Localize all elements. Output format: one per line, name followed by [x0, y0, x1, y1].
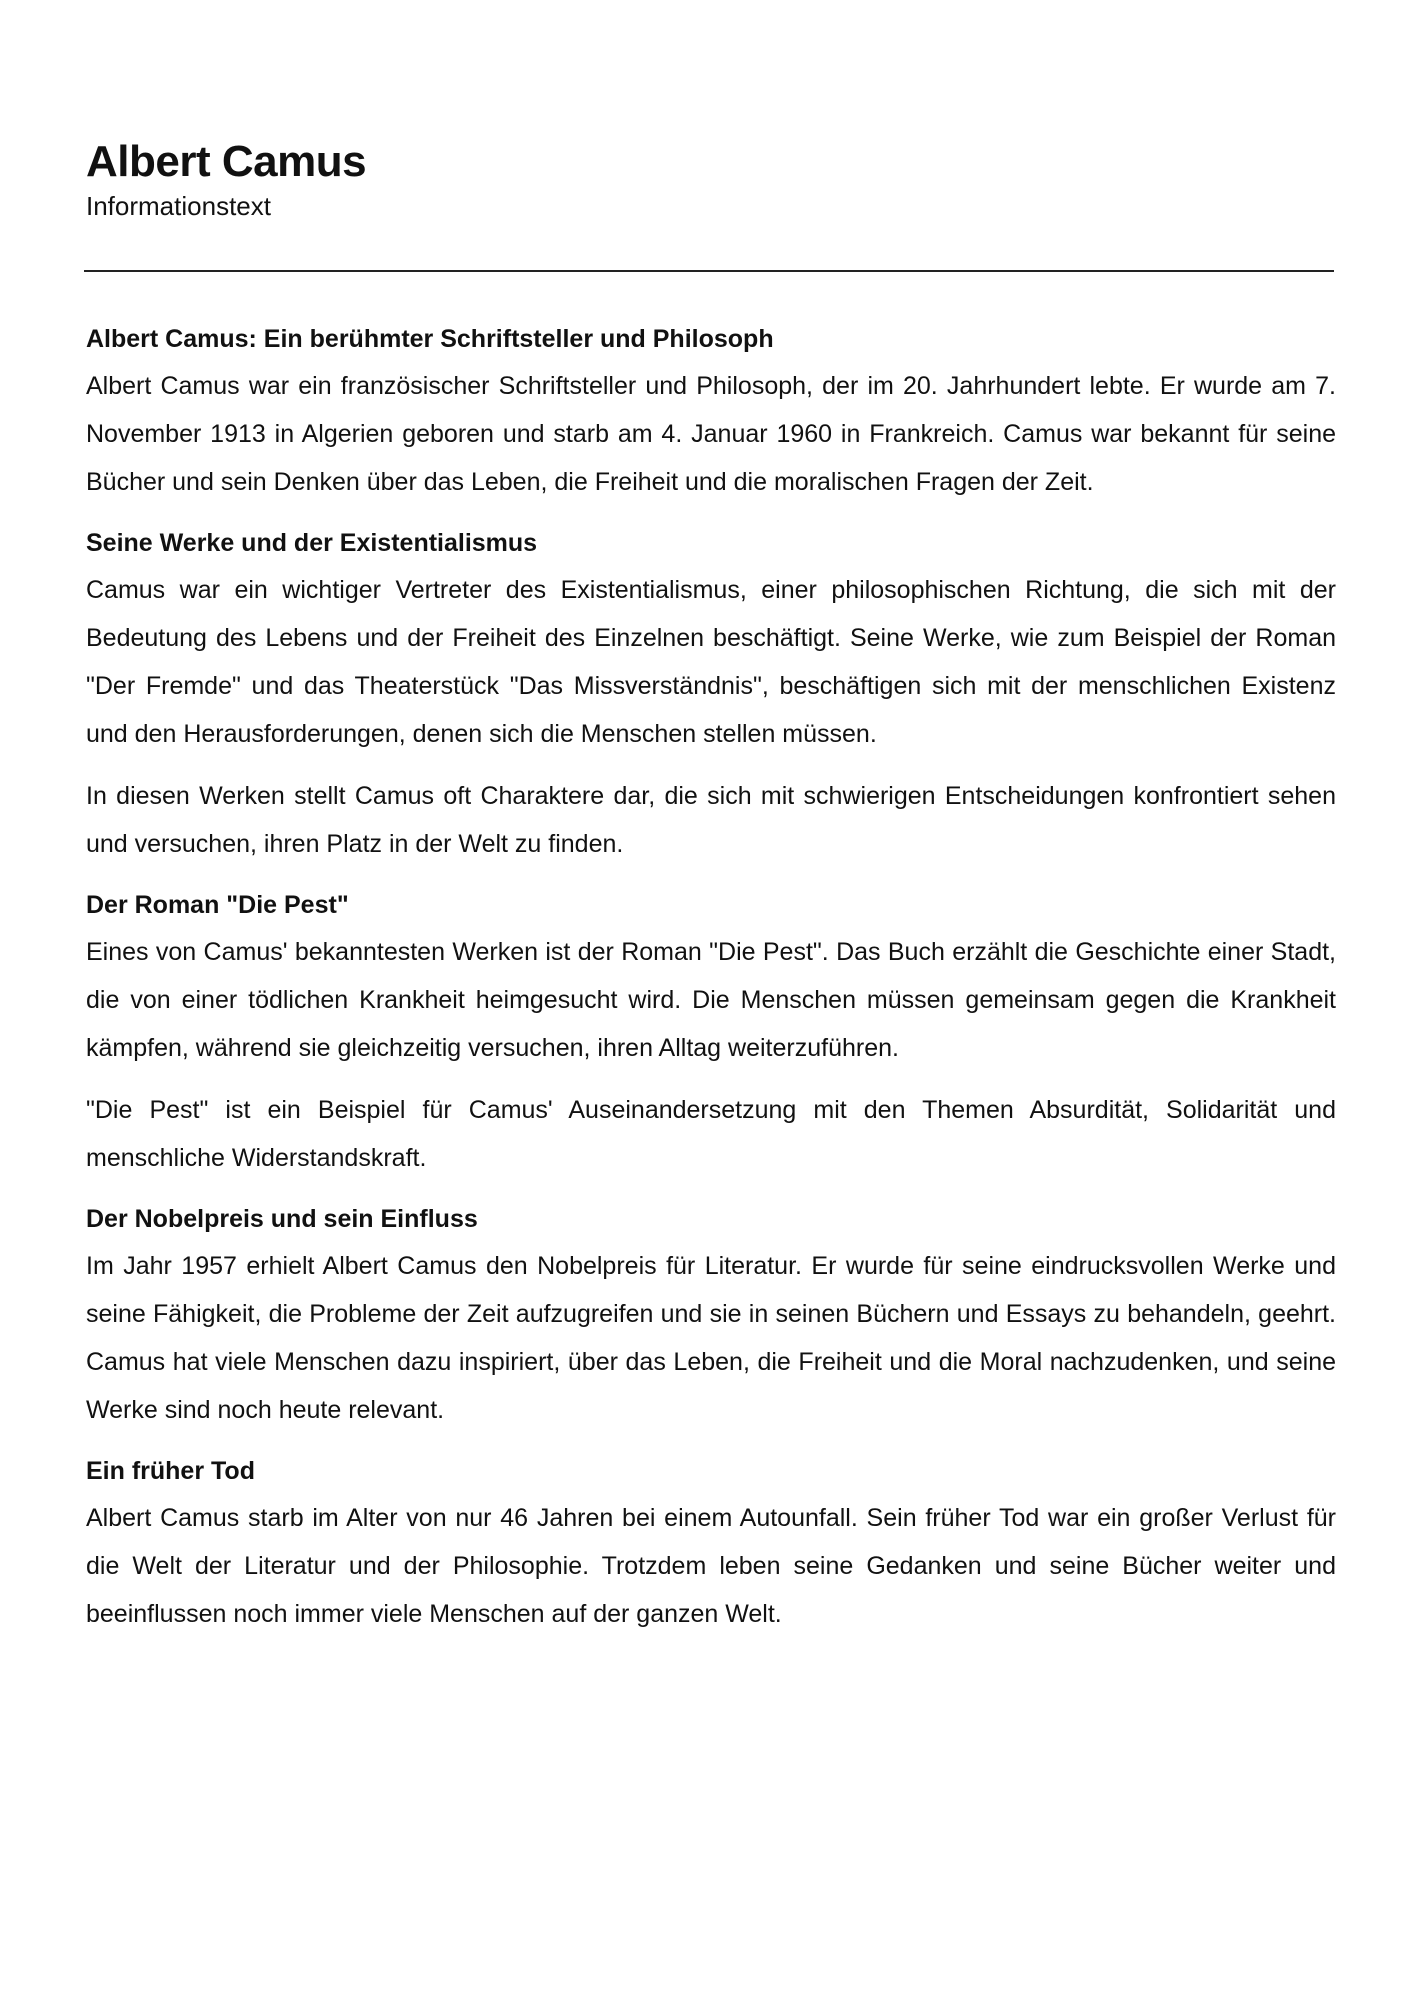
section-die-pest: [86, 882, 1336, 1182]
section-works-existentialism: [86, 520, 1336, 868]
document-page: [86, 0, 1336, 2000]
document-subtitle: Informationstext: [86, 191, 271, 221]
paragraph: Albert Camus war ein französischer Schriftsteller und Philosoph, der im 20. Jahrhundert lebte. Er wurde am 7. November 1913 in Algerien geboren und starb am 4. Januar 1960 in Frankreich. Camus war bekannt für seine Bücher und sein Denken über das Leben, die Freiheit und die moralischen Fragen der Zeit.: [86, 372, 1336, 496]
paragraph: "Die Pest" ist ein Beispiel für Camus' Auseinandersetzung mit den Themen Absurdität, Solidarität und menschliche Widerstandskraft.: [86, 1096, 1336, 1172]
section-early-death: [86, 1448, 1336, 1638]
paragraph: Eines von Camus' bekanntesten Werken ist der Roman "Die Pest". Das Buch erzählt die Geschichte einer Stadt, die von einer tödlichen Krankheit heimgesucht wird. Die Menschen müssen gemeinsam gegen die Krankheit kämpfen, während sie gleichzeitig versuchen, ihren Alltag weiterzuführen.: [86, 938, 1336, 1062]
section-heading: Ein früher Tod: [86, 1457, 255, 1485]
section-heading: Der Nobelpreis und sein Einfluss: [86, 1205, 478, 1233]
paragraph: Camus war ein wichtiger Vertreter des Existentialismus, einer philosophischen Richtung, die sich mit der Bedeutung des Lebens und der Freiheit des Einzelnen beschäftigt. Seine Werke, wie zum Beispiel der Roman "Der Fremde" und das Theaterstück "Das Missverständnis", beschäftigen sich mit der menschlichen Existenz und den Herausforderungen, denen sich die Menschen stellen müssen.: [86, 576, 1336, 748]
document-title: Albert Camus: [86, 137, 367, 186]
paragraph: In diesen Werken stellt Camus oft Charaktere dar, die sich mit schwierigen Entscheidungen konfrontiert sehen und versuchen, ihren Platz in der Welt zu finden.: [86, 782, 1336, 858]
section-heading: Seine Werke und der Existentialismus: [86, 529, 538, 557]
section-nobel-prize: [86, 1196, 1336, 1434]
paragraph: Im Jahr 1957 erhielt Albert Camus den Nobelpreis für Literatur. Er wurde für seine eindrucksvollen Werke und seine Fähigkeit, die Probleme der Zeit aufzugreifen und sie in seinen Büchern und Essays zu behandeln, geehrt. Camus hat viele Menschen dazu inspiriert, über das Leben, die Freiheit und die Moral nachzudenken, und seine Werke sind noch heute relevant.: [86, 1252, 1336, 1424]
section-heading: Der Roman "Die Pest": [86, 891, 349, 919]
section-heading: Albert Camus: Ein berühmter Schriftsteller und Philosoph: [86, 325, 774, 353]
document-body: [86, 316, 1336, 1652]
section-biography: [86, 316, 1336, 506]
paragraph: Albert Camus starb im Alter von nur 46 Jahren bei einem Autounfall. Sein früher Tod war ein großer Verlust für die Welt der Literatur und der Philosophie. Trotzdem leben seine Gedanken und seine Bücher weiter und beeinflussen noch immer viele Menschen auf der ganzen Welt.: [86, 1504, 1336, 1628]
title-divider: [84, 270, 1334, 272]
